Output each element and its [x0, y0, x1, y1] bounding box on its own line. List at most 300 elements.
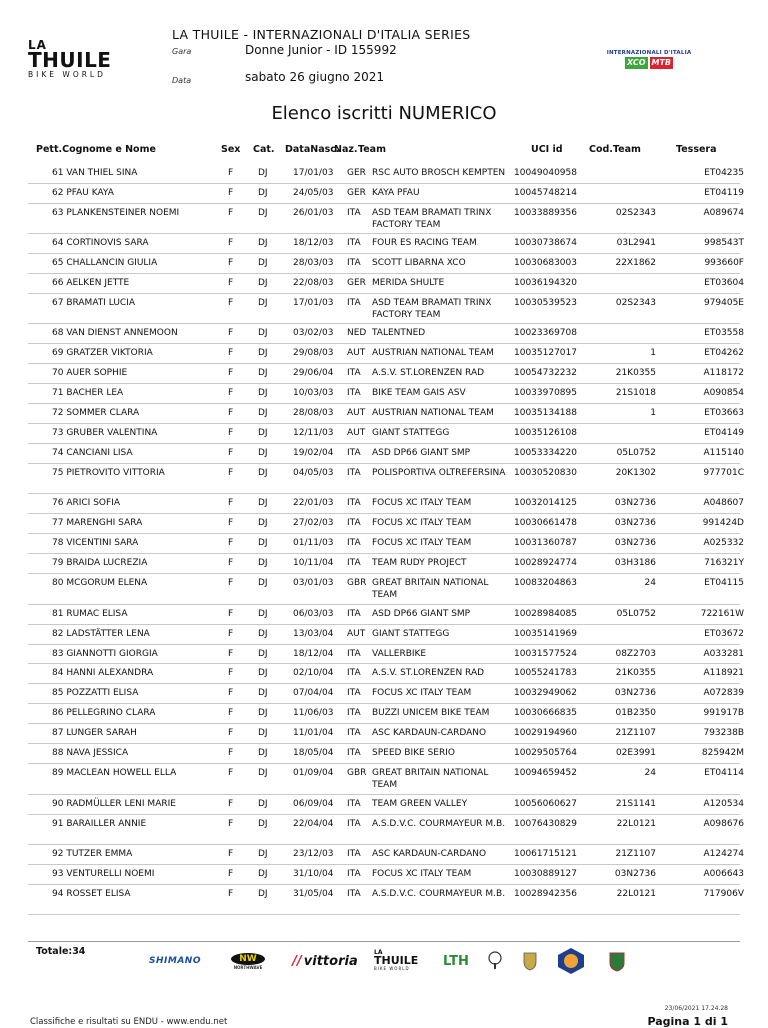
entry-cat: DJ	[258, 868, 268, 879]
entry-cod: 03L2941	[616, 238, 656, 249]
entry-pett: 77	[52, 518, 64, 529]
table-row	[0, 767, 768, 791]
entry-nome: CHALLANCIN GIULIA	[66, 258, 158, 269]
entry-team: A.S.D.V.C. COURMAYEUR M.B.	[372, 888, 506, 899]
entry-uci: 10031360787	[514, 538, 577, 549]
entry-tes: A118921	[703, 668, 744, 679]
entry-pett: 89	[52, 768, 64, 779]
row-separator	[28, 493, 740, 494]
entry-uci: 10030666835	[514, 708, 577, 719]
entry-tes: 998543T	[704, 238, 744, 249]
entry-pett: 83	[52, 648, 64, 659]
entry-sex: F	[228, 207, 234, 218]
entry-pett: 65	[52, 258, 64, 269]
entry-naz: ITA	[347, 688, 361, 699]
entry-tes: A089674	[703, 207, 744, 218]
entry-naz: ITA	[347, 868, 361, 879]
entry-tes: ET04262	[704, 348, 744, 359]
entry-pett: 91	[52, 818, 64, 829]
entry-data: 18/05/04	[293, 748, 334, 759]
entry-sex: F	[228, 708, 234, 719]
entry-cod: 03N2736	[614, 868, 656, 879]
row-separator	[28, 293, 740, 294]
entry-sex: F	[228, 278, 234, 289]
entry-cod: 01B2350	[615, 708, 656, 719]
entry-cod: 1	[650, 408, 656, 419]
la-thuile-footer-logo: LA THUILE BIKE WORLD	[374, 949, 419, 971]
row-separator	[28, 553, 740, 554]
entry-naz: ITA	[347, 888, 361, 899]
entry-tes: 722161W	[700, 608, 744, 619]
entry-data: 28/08/03	[293, 408, 334, 419]
row-separator	[28, 624, 740, 625]
entry-pett-nome	[52, 557, 147, 569]
entry-cod: 02S2343	[615, 298, 656, 309]
entry-naz: AUT	[347, 428, 366, 439]
entry-uci: 10030683003	[514, 258, 577, 269]
entry-cat: DJ	[258, 798, 268, 809]
lth-logo: LTH	[443, 953, 469, 969]
entry-tes: ET04119	[704, 187, 744, 198]
entry-team: GREAT BRITAIN NATIONAL TEAM	[372, 768, 489, 791]
entry-pett-nome	[52, 868, 154, 880]
entry-cat: DJ	[258, 888, 268, 899]
entry-nome: VICENTINI SARA	[66, 538, 139, 549]
entry-cod: 05L0752	[616, 448, 656, 459]
entry-pett: 90	[52, 798, 64, 809]
row-separator	[28, 864, 740, 865]
entry-team: TALENTNED	[372, 328, 426, 339]
row-separator	[28, 383, 740, 384]
entry-team: ASD TEAM BRAMATI TRINX FACTORY TEAM	[372, 298, 492, 321]
row-separator	[28, 844, 740, 845]
entry-tes: A124274	[703, 848, 744, 859]
entry-naz: NED	[347, 328, 367, 339]
entry-sex: F	[228, 238, 234, 249]
entry-nome: RUMAC ELISA	[66, 608, 128, 619]
entry-uci: 10036194320	[514, 278, 577, 289]
entry-sex: F	[228, 328, 234, 339]
series-logo-top: INTERNAZIONALI D'ITALIA	[606, 50, 692, 56]
entry-cat: DJ	[258, 558, 268, 569]
entry-nome: BRAMATI LUCIA	[66, 298, 136, 309]
entry-nome: ARICI SOFIA	[66, 498, 120, 509]
entry-pett: 85	[52, 688, 64, 699]
event-title: LA THUILE - INTERNAZIONALI D'ITALIA SERIES	[172, 27, 471, 42]
entry-data: 26/01/03	[293, 207, 334, 218]
entry-tes: 825942M	[701, 748, 744, 759]
entry-naz: ITA	[347, 538, 361, 549]
entry-naz: AUT	[347, 348, 366, 359]
entry-cat: DJ	[258, 498, 268, 509]
entry-cat: DJ	[258, 207, 268, 218]
entry-pett: 78	[52, 538, 64, 549]
entry-team: BIKE TEAM GAIS ASV	[372, 388, 466, 399]
entry-uci: 10029505764	[514, 748, 577, 759]
gara-label: Gara	[172, 47, 192, 56]
row-separator	[28, 884, 740, 885]
entry-cat: DJ	[258, 708, 268, 719]
mtb-school-badge-icon	[554, 948, 588, 974]
entry-uci: 10028984085	[514, 608, 577, 619]
entry-sex: F	[228, 348, 234, 359]
entry-uci: 10083204863	[514, 578, 577, 589]
entry-pett: 75	[52, 468, 64, 479]
entry-nome: TUTZER EMMA	[66, 848, 133, 859]
entry-sex: F	[228, 558, 234, 569]
entry-data: 07/04/04	[293, 688, 334, 699]
entry-cat: DJ	[258, 348, 268, 359]
entry-nome: GRATZER VIKTORIA	[66, 348, 153, 359]
entry-sex: F	[228, 168, 234, 178]
entry-team: ASD DP66 GIANT SMP	[372, 608, 471, 619]
entry-pett-nome	[52, 367, 127, 379]
entry-tes: 716321Y	[704, 558, 744, 569]
row-separator	[28, 183, 740, 184]
entry-pett-nome	[52, 257, 157, 269]
entry-cat: DJ	[258, 278, 268, 289]
entry-data: 22/08/03	[293, 278, 334, 289]
entry-team: A.S.V. ST.LORENZEN RAD	[372, 368, 485, 379]
entry-pett: 80	[52, 578, 64, 589]
entry-uci: 10054732232	[514, 368, 577, 379]
entry-tes: A025332	[703, 538, 744, 549]
logo-line-1: LA	[28, 38, 47, 52]
entry-sex: F	[228, 428, 234, 439]
entry-naz: AUT	[347, 628, 366, 639]
entry-tes: ET04114	[704, 768, 744, 779]
entry-team: SPEED BIKE SERIO	[372, 748, 455, 759]
entry-pett-nome	[52, 888, 131, 900]
entry-pett: 64	[52, 238, 64, 249]
entry-naz: ITA	[347, 518, 361, 529]
entry-tes: A118172	[703, 368, 744, 379]
row-separator	[28, 683, 740, 684]
entry-nome: AUER SOPHIE	[66, 368, 128, 379]
entry-cat: DJ	[258, 468, 268, 479]
print-timestamp: 23/06/2021 17.24.28	[664, 1005, 728, 1012]
entry-data: 19/02/04	[293, 448, 334, 459]
entry-sex: F	[228, 768, 234, 779]
page-title: Elenco iscritti NUMERICO	[271, 103, 497, 124]
entry-data: 28/03/03	[293, 258, 334, 269]
entry-naz: ITA	[347, 207, 361, 218]
entry-data: 10/03/03	[293, 388, 334, 399]
entry-uci: 10035126108	[514, 428, 577, 439]
entry-sex: F	[228, 888, 234, 899]
entry-pett: 71	[52, 388, 64, 399]
entry-sex: F	[228, 388, 234, 399]
entry-sex: F	[228, 648, 234, 659]
entry-tes: 993660F	[704, 258, 744, 269]
entry-cat: DJ	[258, 238, 268, 249]
entry-uci: 10061715121	[514, 848, 577, 859]
entry-pett-nome	[52, 327, 178, 339]
entry-cat: DJ	[258, 388, 268, 399]
northwave-logo: NW NORTHWAVE	[226, 948, 270, 974]
col-header-tessera: Tessera	[676, 144, 717, 155]
entry-team: FOCUS XC ITALY TEAM	[372, 538, 472, 549]
entry-pett-nome	[52, 818, 146, 830]
entry-team: FOCUS XC ITALY TEAM	[372, 518, 472, 529]
row-separator	[28, 703, 740, 704]
entry-data: 23/12/03	[293, 848, 334, 859]
entry-naz: ITA	[347, 668, 361, 679]
entry-nome: GRUBER VALENTINA	[66, 428, 158, 439]
row-separator	[28, 513, 740, 514]
entry-nome: BARAILLER ANNIE	[66, 818, 147, 829]
entry-naz: ITA	[347, 748, 361, 759]
entry-cod: 21S1141	[615, 798, 656, 809]
table-row	[0, 577, 768, 601]
entry-team: FOCUS XC ITALY TEAM	[372, 688, 472, 699]
entry-pett-nome	[52, 427, 157, 439]
entry-cat: DJ	[258, 258, 268, 269]
entry-pett-nome	[52, 648, 158, 660]
entry-uci: 10030539523	[514, 298, 577, 309]
entry-cat: DJ	[258, 648, 268, 659]
classifiche-link-text: Classifiche e risultati su ENDU - www.endu.net	[30, 1017, 228, 1027]
entry-naz: GER	[347, 278, 366, 289]
entry-sex: F	[228, 368, 234, 379]
col-header-cat: Cat.	[253, 144, 275, 155]
entry-pett: 88	[52, 748, 64, 759]
entry-team: TEAM GREEN VALLEY	[372, 798, 468, 809]
row-separator	[28, 253, 740, 254]
entry-pett-nome	[52, 187, 114, 199]
col-header-naz: Naz.	[334, 144, 358, 155]
entry-uci: 10023369708	[514, 328, 577, 339]
entry-data: 04/05/03	[293, 468, 334, 479]
entry-data: 11/01/04	[293, 728, 334, 739]
entry-tes: 991424D	[702, 518, 744, 529]
entry-cod: 08Z2703	[615, 648, 656, 659]
entry-cat: DJ	[258, 518, 268, 529]
entry-naz: ITA	[347, 708, 361, 719]
entry-nome: BRAIDA LUCREZIA	[66, 558, 148, 569]
entry-naz: ITA	[347, 258, 361, 269]
entry-nome: MACLEAN HOWELL ELLA	[66, 768, 177, 779]
entry-uci: 10035127017	[514, 348, 577, 359]
table-row	[0, 207, 768, 231]
entry-naz: GBR	[347, 768, 367, 779]
entry-cod: 03H3186	[614, 558, 656, 569]
entry-team: SCOTT LIBARNA XCO	[372, 258, 466, 269]
data-label: Data	[172, 76, 192, 85]
entry-uci: 10032949062	[514, 688, 577, 699]
entry-pett: 79	[52, 558, 64, 569]
entry-data: 13/03/04	[293, 628, 334, 639]
entry-naz: ITA	[347, 298, 361, 309]
entry-pett-nome	[52, 347, 153, 359]
entry-pett-nome	[52, 387, 123, 399]
entry-sex: F	[228, 748, 234, 759]
entry-cat: DJ	[258, 538, 268, 549]
entry-pett: 70	[52, 368, 64, 379]
entry-data: 01/09/04	[293, 768, 334, 779]
entry-naz: ITA	[347, 798, 361, 809]
entry-cat: DJ	[258, 608, 268, 619]
entry-pett-nome	[52, 577, 147, 589]
entry-uci: 10076430829	[514, 818, 577, 829]
entry-cod: 22L0121	[616, 888, 656, 899]
entry-data: 31/05/04	[293, 888, 334, 899]
entry-team: POLISPORTIVA OLTREFERSINA	[372, 468, 506, 479]
entry-sex: F	[228, 608, 234, 619]
entry-cod: 21S1018	[615, 388, 656, 399]
entry-nome: BACHER LEA	[66, 388, 124, 399]
row-separator	[28, 723, 740, 724]
entry-tes: A072839	[703, 688, 744, 699]
entry-uci: 10030889127	[514, 868, 577, 879]
entry-tes: ET04115	[704, 578, 744, 589]
entry-naz: GBR	[347, 578, 367, 589]
col-header-pett-nome: Pett.Cognome e Nome	[36, 144, 156, 155]
entry-sex: F	[228, 518, 234, 529]
entry-pett-nome	[52, 727, 137, 739]
entry-cat: DJ	[258, 187, 268, 198]
entry-pett-nome	[52, 608, 127, 620]
entry-data: 29/06/04	[293, 368, 334, 379]
row-separator	[28, 573, 740, 574]
entry-pett-nome	[52, 277, 129, 289]
entry-pett-nome	[52, 747, 128, 759]
entry-cod: 02S2343	[615, 207, 656, 218]
entry-sex: F	[228, 578, 234, 589]
shimano-logo: SHIMANO	[149, 956, 201, 966]
entry-sex: F	[228, 408, 234, 419]
row-separator	[28, 423, 740, 424]
entry-cat: DJ	[258, 168, 268, 178]
entry-team: GREAT BRITAIN NATIONAL TEAM	[372, 578, 489, 601]
entry-naz: ITA	[347, 468, 361, 479]
entry-pett: 62	[52, 187, 64, 198]
row-separator	[28, 363, 740, 364]
entry-cat: DJ	[258, 768, 268, 779]
row-separator	[28, 794, 740, 795]
entry-pett-nome	[52, 517, 142, 529]
entry-nome: VAN DIENST ANNEMOON	[66, 328, 178, 339]
entry-cod: 03N2736	[614, 538, 656, 549]
entry-sex: F	[228, 298, 234, 309]
entry-uci: 10094659452	[514, 768, 577, 779]
page-number: Pagina 1 di 1	[647, 1015, 728, 1028]
entry-tes: A098676	[703, 818, 744, 829]
entry-nome: VENTURELLI NOEMI	[66, 868, 155, 879]
entry-pett-nome	[52, 687, 138, 699]
entry-cod: 1	[650, 348, 656, 359]
row-separator	[28, 663, 740, 664]
row-separator	[28, 273, 740, 274]
entry-tes: ET03558	[704, 328, 744, 339]
tree-emblem-icon	[484, 948, 506, 974]
entry-nome: PFAU KAYA	[66, 187, 114, 198]
row-separator	[28, 644, 740, 645]
entry-cat: DJ	[258, 848, 268, 859]
entry-uci: 10053334220	[514, 448, 577, 459]
municipal-crest-icon	[606, 948, 628, 974]
entry-cod: 22X1862	[615, 258, 656, 269]
entry-uci: 10056060627	[514, 798, 577, 809]
entry-pett: 67	[52, 298, 64, 309]
entry-tes: A120534	[703, 798, 744, 809]
entry-uci: 10028924774	[514, 558, 577, 569]
entry-uci: 10032014125	[514, 498, 577, 509]
entry-pett: 76	[52, 498, 64, 509]
entry-pett: 69	[52, 348, 64, 359]
entry-team: GIANT STATTEGG	[372, 628, 450, 639]
entry-data: 29/08/03	[293, 348, 334, 359]
entry-team: A.S.V. ST.LORENZEN RAD	[372, 668, 485, 679]
entry-pett-nome	[52, 497, 120, 509]
entry-team: ASD DP66 GIANT SMP	[372, 448, 471, 459]
entry-pett: 61	[52, 168, 64, 178]
la-thuile-logo	[28, 40, 116, 79]
entry-pett-nome	[52, 767, 176, 779]
entry-data: 06/03/03	[293, 608, 334, 619]
entry-nome: CANCIANI LISA	[66, 448, 133, 459]
entry-nome: POZZATTI ELISA	[66, 688, 139, 699]
entry-pett: 86	[52, 708, 64, 719]
entry-cat: DJ	[258, 448, 268, 459]
entry-team: GIANT STATTEGG	[372, 428, 450, 439]
table-row	[0, 888, 768, 912]
entry-nome: VAN THIEL SINA	[66, 168, 138, 178]
entry-tes: ET04149	[704, 428, 744, 439]
entry-sex: F	[228, 448, 234, 459]
entry-cod: 20K1302	[615, 468, 656, 479]
entry-team: ASC KARDAUN-CARDANO	[372, 728, 487, 739]
entry-naz: ITA	[347, 818, 361, 829]
entry-naz: ITA	[347, 608, 361, 619]
entry-sex: F	[228, 498, 234, 509]
entry-nome: RADMÜLLER LENI MARIE	[66, 798, 176, 809]
entry-data: 06/09/04	[293, 798, 334, 809]
entry-naz: GER	[347, 168, 366, 178]
entry-nome: LADSTÄTTER LENA	[66, 628, 150, 639]
entry-pett: 74	[52, 448, 64, 459]
entry-team: AUSTRIAN NATIONAL TEAM	[372, 348, 494, 359]
entry-nome: AELKEN JETTE	[66, 278, 130, 289]
entry-cat: DJ	[258, 748, 268, 759]
entry-naz: ITA	[347, 848, 361, 859]
vittoria-logo: // vittoria	[292, 953, 358, 969]
entry-data: 18/12/04	[293, 648, 334, 659]
entry-nome: PLANKENSTEINER NOEMI	[66, 207, 180, 218]
entry-nome: PIETROVITO VITTORIA	[66, 468, 165, 479]
entry-tes: 979405E	[703, 298, 744, 309]
row-separator	[28, 533, 740, 534]
totale-count: Totale:34	[36, 946, 86, 957]
entry-uci: 10030520830	[514, 468, 577, 479]
entry-team: ASC KARDAUN-CARDANO	[372, 848, 487, 859]
entry-sex: F	[228, 258, 234, 269]
row-separator	[28, 403, 740, 404]
entry-pett-nome	[52, 467, 165, 479]
col-header-codteam: Cod.Team	[589, 144, 641, 155]
entry-pett: 93	[52, 868, 64, 879]
entry-pett-nome	[52, 237, 149, 249]
entry-cod: 24	[644, 768, 656, 779]
series-logo-xco: XCO	[626, 58, 646, 67]
entry-data: 18/12/03	[293, 238, 334, 249]
entry-pett: 63	[52, 207, 64, 218]
entry-uci: 10033889356	[514, 207, 577, 218]
internazionali-italia-logo	[606, 50, 692, 69]
entry-uci: 10049040958	[514, 168, 577, 178]
entry-data: 01/11/03	[293, 538, 334, 549]
entry-pett-nome	[52, 297, 135, 309]
